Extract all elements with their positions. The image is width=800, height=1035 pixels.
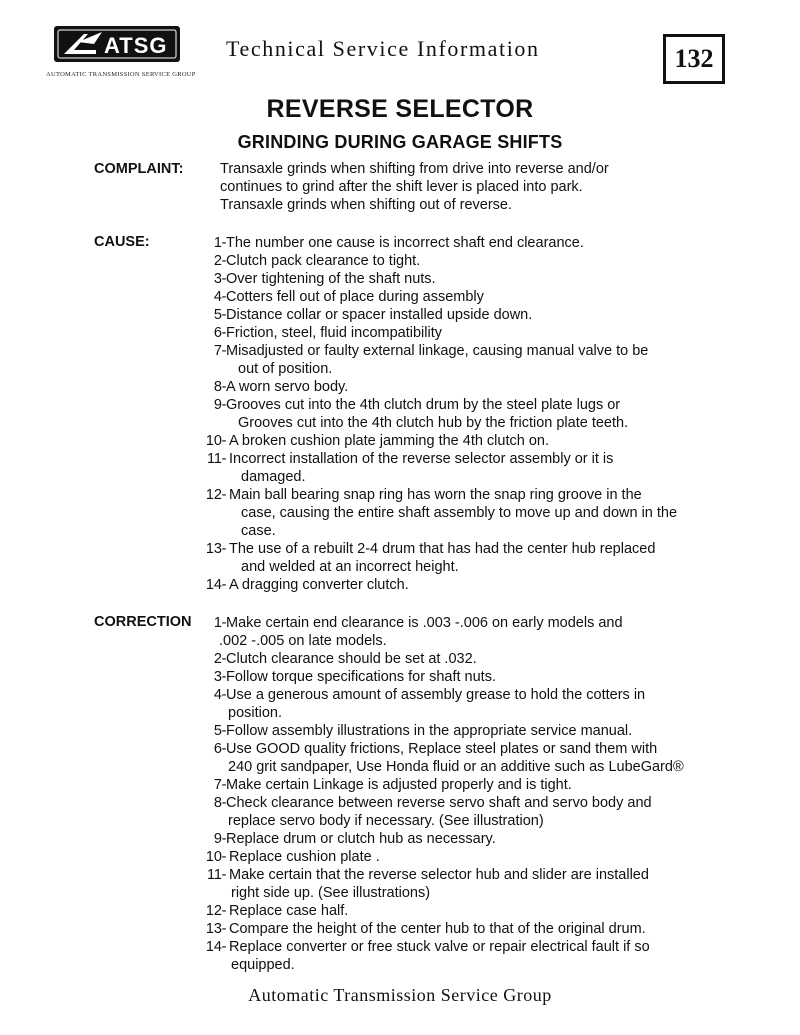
correction-item-text: Make certain that the reverse selector hub and slider are installed [229, 867, 649, 883]
correction-item-number: 2 [213, 651, 222, 667]
cause-item-text: Grooves cut into the 4th clutch drum by the steel plate lugs or [226, 397, 621, 413]
correction-item-text: Make certain end clearance is .003 -.006 on early models and [226, 615, 623, 631]
item-dash: - [221, 741, 227, 757]
item-dash: - [221, 307, 227, 323]
logo-ring-text: AUTOMATIC TRANSMISSION SERVICE GROUP [46, 71, 196, 78]
cause-item-number: 6 [213, 325, 222, 341]
cause-item-number: 2 [213, 253, 222, 269]
cause-item-number: 14 [205, 577, 222, 593]
page-number-box [663, 34, 725, 84]
logo-text: ATSG [104, 33, 168, 58]
correction-item-number: 5 [213, 723, 222, 739]
cause-item-text: Incorrect installation of the reverse selector assembly or it is [229, 451, 614, 467]
correction-item-text: Replace converter or free stuck valve or repair electrical fault if so [229, 939, 650, 955]
cause-item-text: Main ball bearing snap ring has worn the snap ring groove in the [229, 487, 642, 503]
cause-item-number: 12 [205, 487, 222, 503]
cause-item-text: Cotters fell out of place during assembly [226, 289, 484, 305]
correction-item-number: 4 [213, 687, 222, 703]
header-title: Technical Service Information [226, 36, 540, 61]
cause-item-text: case. [241, 523, 276, 539]
cause-item-number: 3 [213, 271, 222, 287]
cause-item-number: 11 [206, 451, 222, 467]
item-dash: - [221, 487, 227, 503]
correction-item-text: Replace cushion plate . [229, 849, 380, 865]
document-subtitle: GRINDING DURING GARAGE SHIFTS [237, 132, 563, 152]
complaint-line: continues to grind after the shift lever is placed into park. [220, 179, 583, 195]
item-dash: - [221, 939, 227, 955]
cause-item-text: Misadjusted or faulty external linkage, causing manual valve to be [226, 343, 649, 359]
item-dash: - [221, 289, 227, 305]
item-dash: - [221, 433, 227, 449]
item-dash: - [221, 849, 227, 865]
correction-item-text: Make certain Linkage is adjusted properly and is tight. [226, 777, 572, 793]
page-number: 132 [674, 44, 714, 73]
item-dash: - [221, 235, 227, 251]
item-dash: - [221, 777, 227, 793]
cause-item-text: damaged. [241, 469, 306, 485]
cause-item-number: 5 [213, 307, 222, 323]
cause-item-text: Friction, steel, fluid incompatibility [226, 325, 442, 341]
item-dash: - [221, 867, 227, 883]
item-dash: - [221, 921, 227, 937]
item-dash: - [221, 615, 227, 631]
cause-label: CAUSE: [94, 234, 150, 250]
correction-item-text: Replace drum or clutch hub as necessary. [226, 831, 496, 847]
item-dash: - [221, 903, 227, 919]
cause-item-text: out of position. [238, 361, 333, 377]
item-dash: - [221, 451, 227, 467]
correction-item-text: .002 -.005 on late models. [219, 633, 387, 649]
cause-item-text: A worn servo body. [226, 379, 349, 395]
correction-item-text: equipped. [231, 957, 295, 973]
correction-label: CORRECTION [94, 614, 192, 630]
item-dash: - [221, 397, 227, 413]
cause-item-text: Clutch pack clearance to tight. [226, 253, 421, 269]
correction-item-number: 3 [213, 669, 222, 685]
correction-item-text: Clutch clearance should be set at .032. [226, 651, 477, 667]
item-dash: - [221, 723, 227, 739]
cause-item-text: A broken cushion plate jamming the 4th clutch on. [229, 433, 549, 449]
document-title: REVERSE SELECTOR [266, 95, 534, 123]
cause-item-text: The use of a rebuilt 2-4 drum that has had the center hub replaced [229, 541, 656, 557]
correction-item-text: 240 grit sandpaper, Use Honda fluid or an additive such as LubeGard® [228, 759, 684, 775]
cause-item-text: The number one cause is incorrect shaft end clearance. [226, 235, 584, 251]
complaint-line: Transaxle grinds when shifting from drive into reverse and/or [220, 161, 609, 177]
cause-item-number: 8 [213, 379, 222, 395]
correction-item-number: 11 [206, 867, 222, 883]
item-dash: - [221, 541, 227, 557]
correction-item-text: Compare the height of the center hub to that of the original drum. [229, 921, 646, 937]
correction-item-text: Follow torque specifications for shaft nuts. [226, 669, 496, 685]
correction-item-number: 14 [205, 939, 222, 955]
item-dash: - [221, 687, 227, 703]
correction-item-number: 8 [213, 795, 222, 811]
cause-item-number: 13 [205, 541, 222, 557]
correction-item-text: Check clearance between reverse servo shaft and servo body and [226, 795, 652, 811]
item-dash: - [221, 795, 227, 811]
correction-item-number: 13 [205, 921, 222, 937]
cause-item-text: Grooves cut into the 4th clutch hub by the friction plate teeth. [238, 415, 629, 431]
correction-item-number: 9 [213, 831, 222, 847]
correction-item-number: 7 [213, 777, 222, 793]
item-dash: - [221, 831, 227, 847]
item-dash: - [221, 577, 227, 593]
item-dash: - [221, 271, 227, 287]
correction-item-text: position. [228, 705, 283, 721]
correction-item-number: 6 [213, 741, 222, 757]
cause-item-number: 1 [213, 235, 222, 251]
footer-text: Automatic Transmission Service Group [248, 985, 552, 1005]
item-dash: - [221, 325, 227, 341]
correction-item-number: 10 [205, 849, 222, 865]
item-dash: - [221, 253, 227, 269]
atsg-logo [44, 20, 204, 82]
correction-item-number: 12 [205, 903, 222, 919]
item-dash: - [221, 379, 227, 395]
cause-item-number: 4 [213, 289, 222, 305]
item-dash: - [221, 343, 227, 359]
cause-item-number: 10 [205, 433, 222, 449]
cause-item-text: case, causing the entire shaft assembly to move up and down in the [241, 505, 678, 521]
correction-item-number: 1 [213, 615, 222, 631]
complaint-label: COMPLAINT: [94, 161, 184, 177]
cause-item-text: Distance collar or spacer installed upside down. [226, 307, 533, 323]
cause-item-text: Over tightening of the shaft nuts. [226, 271, 436, 287]
cause-item-number: 9 [213, 397, 222, 413]
cause-item-text: and welded at an incorrect height. [241, 559, 459, 575]
cause-item-text: A dragging converter clutch. [229, 577, 409, 593]
correction-item-text: Use GOOD quality frictions, Replace steel plates or sand them with [226, 741, 658, 757]
correction-item-text: right side up. (See illustrations) [231, 885, 431, 901]
item-dash: - [221, 669, 227, 685]
correction-item-text: Follow assembly illustrations in the appropriate service manual. [226, 723, 633, 739]
correction-item-text: Use a generous amount of assembly grease to hold the cotters in [226, 687, 646, 703]
correction-item-text: Replace case half. [229, 903, 349, 919]
correction-item-text: replace servo body if necessary. (See illustration) [228, 813, 544, 829]
cause-item-number: 7 [213, 343, 222, 359]
item-dash: - [221, 651, 227, 667]
complaint-line: Transaxle grinds when shifting out of reverse. [220, 197, 513, 213]
